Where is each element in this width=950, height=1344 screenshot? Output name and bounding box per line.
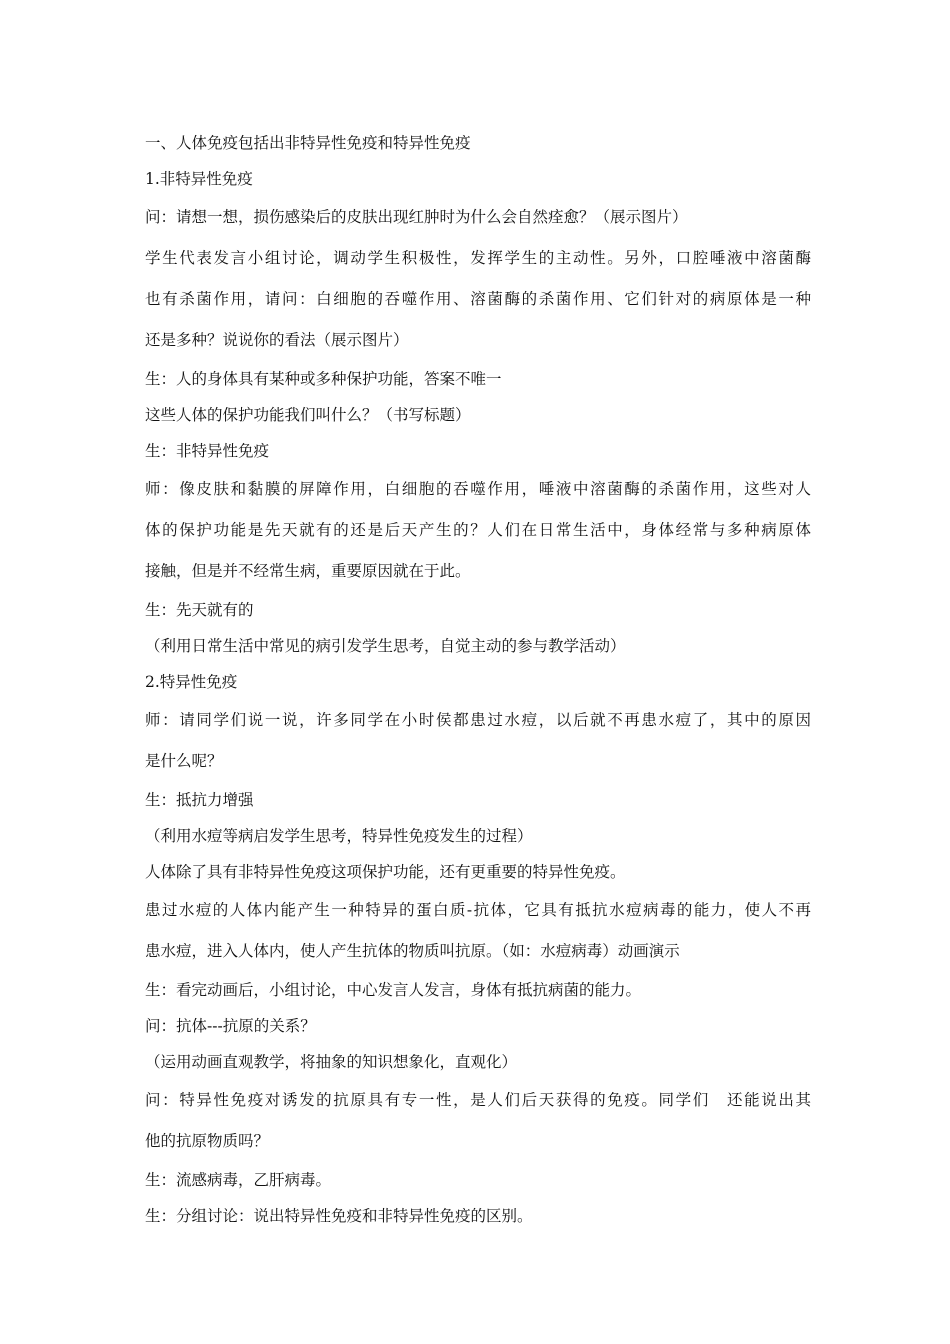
text-line: 师：请同学们说一说，许多同学在小时侯都患过水痘，以后就不再患水痘了，其中的原因 xyxy=(145,711,811,729)
text-line: 还是多种？说说你的看法（展示图片） xyxy=(145,331,409,349)
text-line: 也有杀菌作用，请问：白细胞的吞噬作用、溶菌酶的杀菌作用、它们针对的病原体是一种 xyxy=(145,290,811,308)
section-heading: 一、人体免疫包括出非特异性免疫和特异性免疫 xyxy=(145,134,471,152)
text-line: 是什么呢？ xyxy=(145,752,223,770)
subsection-heading: 2.特异性免疫 xyxy=(145,673,238,691)
text-line: 问：请想一想，损伤感染后的皮肤出现红肿时为什么会自然痊愈？（展示图片） xyxy=(145,208,688,226)
text-line: 师：像皮肤和黏膜的屏障作用，白细胞的吞噬作用，唾液中溶菌酶的杀菌作用，这些对人 xyxy=(145,480,811,498)
text-line: 他的抗原物质吗？ xyxy=(145,1132,270,1150)
text-line: 生：先天就有的 xyxy=(145,601,254,619)
text-line: 问：特异性免疫对诱发的抗原具有专一性，是人们后天获得的免疫。同学们 还能说出其 xyxy=(145,1091,811,1109)
text-line: 这些人体的保护功能我们叫什么？（书写标题） xyxy=(145,406,471,424)
text-line: （利用日常生活中常见的病引发学生思考，自觉主动的参与教学活动） xyxy=(145,637,626,655)
text-line: 生：分组讨论：说出特异性免疫和非特异性免疫的区别。 xyxy=(145,1207,533,1225)
subsection-heading: 1.非特异性免疫 xyxy=(145,170,253,188)
text-line: 生：流感病毒，乙肝病毒。 xyxy=(145,1171,332,1189)
text-line: 患过水痘的人体内能产生一种特异的蛋白质-抗体，它具有抵抗水痘病毒的能力，使人不再 xyxy=(145,901,811,919)
text-line: 学生代表发言小组讨论，调动学生积极性，发挥学生的主动性。另外，口腔唾液中溶菌酶 xyxy=(145,249,811,267)
document-body xyxy=(145,125,811,1234)
text-line: 患水痘，进入人体内，使人产生抗体的物质叫抗原。（如：水痘病毒）动画演示 xyxy=(145,942,680,960)
text-line: 接触，但是并不经常生病，重要原因就在于此。 xyxy=(145,562,471,580)
text-line: 问：抗体---抗原的关系？ xyxy=(145,1017,316,1035)
text-line: 生：抵抗力增强 xyxy=(145,791,254,809)
text-line: 生：看完动画后，小组讨论，中心发言人发言，身体有抵抗病菌的能力。 xyxy=(145,981,642,999)
text-line: （利用水痘等病启发学生思考，特异性免疫发生的过程） xyxy=(145,827,533,845)
text-line: 生：人的身体具有某种或多种保护功能，答案不唯一 xyxy=(145,370,502,388)
text-line: 人体除了具有非特异性免疫这项保护功能，还有更重要的特异性免疫。 xyxy=(145,863,626,881)
text-line: 体的保护功能是先天就有的还是后天产生的？人们在日常生活中，身体经常与多种病原体 xyxy=(145,521,811,539)
text-line: （运用动画直观教学，将抽象的知识想象化，直观化） xyxy=(145,1053,518,1071)
text-line: 生：非特异性免疫 xyxy=(145,442,270,460)
